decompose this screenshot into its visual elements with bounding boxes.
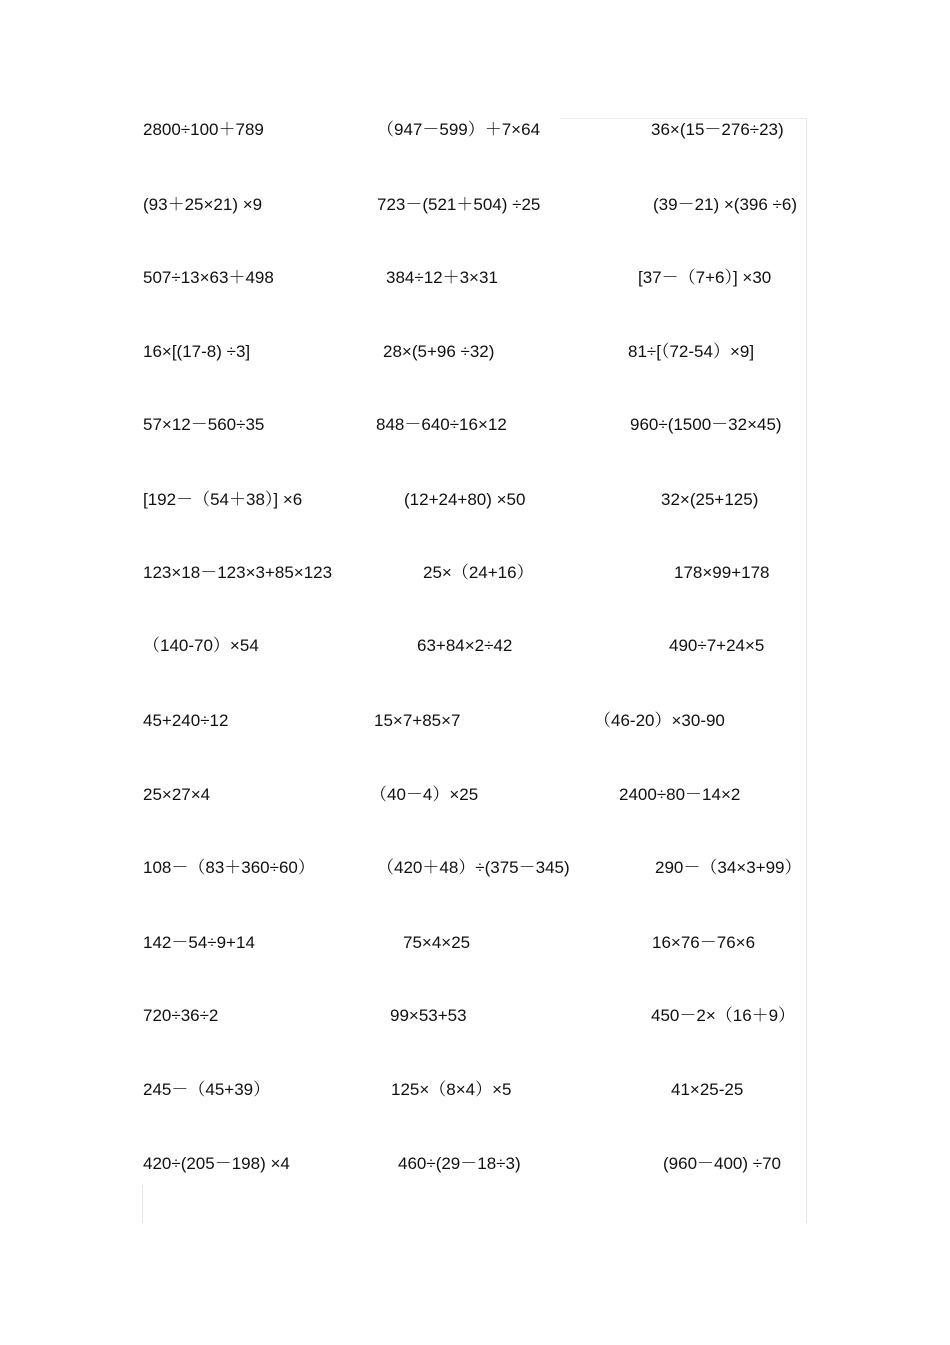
problem-3-c: [37－（7+6）] ×30 — [638, 268, 772, 287]
problem-1-b: （947－599）＋7×64 — [377, 120, 541, 139]
problem-2-b: 723－(521＋504) ÷25 — [377, 195, 541, 214]
problem-15-a: 420÷(205－198) ×4 — [143, 1154, 290, 1173]
problem-15-b: 460÷(29－18÷3) — [398, 1154, 521, 1173]
problem-9-a: 45+240÷12 — [143, 711, 229, 730]
problem-9-c: （46-20）×30-90 — [594, 711, 725, 730]
problem-row-10 — [0, 782, 950, 812]
problem-row-9 — [0, 708, 950, 738]
problem-7-c: 178×99+178 — [674, 563, 770, 582]
problem-5-c: 960÷(1500－32×45) — [630, 415, 782, 434]
problem-row-13 — [0, 1003, 950, 1033]
problem-row-1 — [0, 117, 950, 147]
problem-1-a: 2800÷100＋789 — [143, 120, 264, 139]
problem-11-b: （420＋48）÷(375－345) — [377, 858, 570, 877]
problem-row-14 — [0, 1077, 950, 1107]
problem-8-b: 63+84×2÷42 — [417, 636, 513, 655]
problem-14-c: 41×25-25 — [671, 1080, 744, 1099]
problem-12-b: 75×4×25 — [403, 933, 471, 952]
problem-12-c: 16×76－76×6 — [652, 933, 756, 952]
problem-6-a: [192－（54＋38）] ×6 — [143, 490, 303, 509]
problem-4-c: 81÷[（72-54）×9] — [628, 342, 755, 361]
problem-row-5 — [0, 412, 950, 442]
problem-7-b: 25×（24+16） — [423, 563, 534, 582]
problem-8-a: （140-70）×54 — [143, 636, 259, 655]
problem-11-c: 290－（34×3+99） — [655, 858, 802, 877]
problem-5-b: 848－640÷16×12 — [376, 415, 507, 434]
problem-6-b: (12+24+80) ×50 — [404, 490, 526, 509]
problem-2-c: (39－21) ×(396 ÷6) — [653, 195, 797, 214]
problem-1-c: 36×(15－276÷23) — [651, 120, 784, 139]
problem-row-3 — [0, 265, 950, 295]
problem-row-7 — [0, 560, 950, 590]
page-frame-left-line — [142, 1185, 143, 1223]
problem-13-b: 99×53+53 — [390, 1006, 467, 1025]
problem-2-a: (93＋25×21) ×9 — [143, 195, 263, 214]
problem-14-b: 125×（8×4）×5 — [391, 1080, 512, 1099]
problem-4-a: 16×[(17-8) ÷3] — [143, 342, 251, 361]
problem-7-a: 123×18－123×3+85×123 — [143, 563, 333, 582]
problem-row-8 — [0, 633, 950, 663]
problem-row-2 — [0, 192, 950, 222]
problem-11-a: 108－（83＋360÷60） — [143, 858, 315, 877]
problem-6-c: 32×(25+125) — [661, 490, 759, 509]
problem-15-c: (960－400) ÷70 — [663, 1154, 782, 1173]
problem-4-b: 28×(5+96 ÷32) — [383, 342, 495, 361]
problem-3-a: 507÷13×63＋498 — [143, 268, 274, 287]
problem-row-15 — [0, 1151, 950, 1181]
problem-10-c: 2400÷80－14×2 — [619, 785, 741, 804]
problem-3-b: 384÷12＋3×31 — [386, 268, 498, 287]
problem-12-a: 142－54÷9+14 — [143, 933, 255, 952]
problem-5-a: 57×12－560÷35 — [143, 415, 265, 434]
problem-row-12 — [0, 930, 950, 960]
problem-13-c: 450－2×（16＋9） — [651, 1006, 796, 1025]
problem-row-6 — [0, 487, 950, 517]
problem-10-b: （40－4）×25 — [370, 785, 479, 804]
problem-10-a: 25×27×4 — [143, 785, 211, 804]
problem-row-11 — [0, 855, 950, 885]
problem-14-a: 245－（45+39） — [143, 1080, 271, 1099]
problem-8-c: 490÷7+24×5 — [669, 636, 765, 655]
problem-row-4 — [0, 339, 950, 369]
problem-9-b: 15×7+85×7 — [374, 711, 461, 730]
problem-13-a: 720÷36÷2 — [143, 1006, 219, 1025]
